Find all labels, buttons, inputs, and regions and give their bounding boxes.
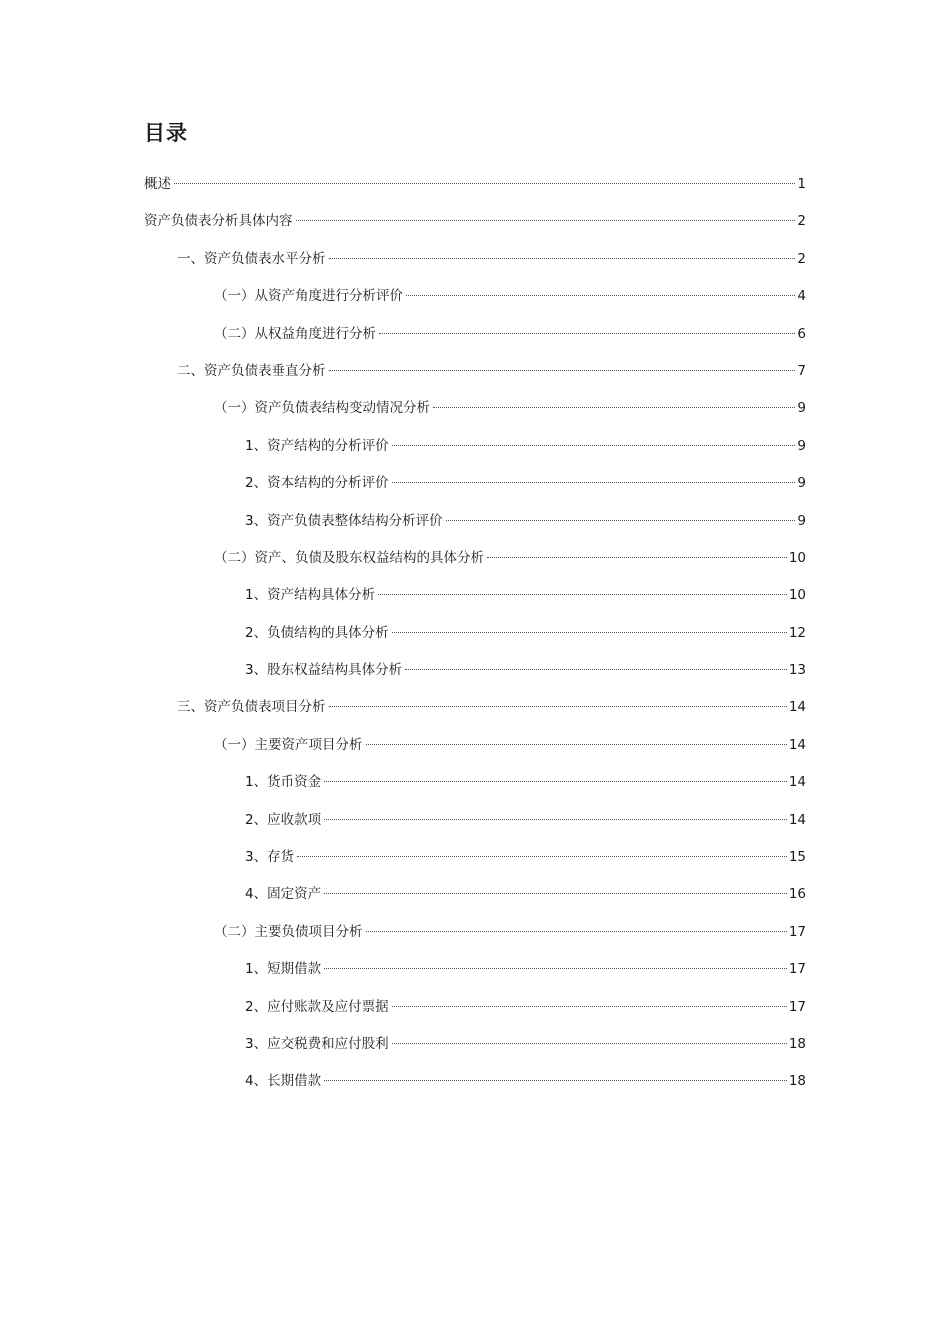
toc-entry[interactable] <box>0 951 950 988</box>
toc-entry-text: 三、资产负债表项目分析 <box>177 699 326 716</box>
toc-entry-text: 2、应付账款及应付票据 <box>245 998 389 1015</box>
toc-entry-page-number: 13 <box>788 662 806 679</box>
dot-leader <box>446 520 796 521</box>
toc-entry[interactable] <box>0 166 950 203</box>
toc-entry[interactable] <box>0 615 950 652</box>
toc-entry[interactable] <box>0 727 950 764</box>
dot-leader <box>296 220 796 221</box>
toc-entry-page-number: 9 <box>797 512 806 529</box>
toc-entry-page-number: 18 <box>788 1035 806 1052</box>
toc-entry-page-number: 2 <box>797 250 806 267</box>
dot-leader <box>174 183 795 184</box>
toc-entry-page-number: 15 <box>788 849 806 866</box>
toc-entry-text: 1、货币资金 <box>245 774 322 791</box>
toc-entry[interactable] <box>0 989 950 1026</box>
dot-leader <box>329 370 796 371</box>
toc-entry-page-number: 12 <box>788 624 806 641</box>
toc-entry[interactable] <box>0 390 950 427</box>
dot-leader <box>433 407 795 408</box>
toc-entry-page-number: 10 <box>788 549 806 566</box>
toc-entry-text: 3、资产负债表整体结构分析评价 <box>245 512 443 529</box>
toc-entry[interactable] <box>0 278 950 315</box>
dot-leader <box>392 1043 787 1044</box>
toc-entry[interactable] <box>0 1026 950 1063</box>
toc-entry[interactable] <box>0 428 950 465</box>
toc-entry-text: 4、长期借款 <box>245 1073 322 1090</box>
toc-entry-page-number: 16 <box>788 886 806 903</box>
toc-entry-page-number: 2 <box>797 213 806 230</box>
toc-entry[interactable] <box>0 839 950 876</box>
toc-entry-page-number: 18 <box>788 1073 806 1090</box>
dot-leader <box>405 669 787 670</box>
toc-entry-text: 1、资产结构的分析评价 <box>245 437 389 454</box>
toc-entry-text: 2、应收款项 <box>245 811 322 828</box>
toc-entry[interactable] <box>0 465 950 502</box>
toc-entry[interactable] <box>0 764 950 801</box>
toc-entry-text: 一、资产负债表水平分析 <box>177 250 326 267</box>
toc-entry-text: （二）从权益角度进行分析 <box>214 325 376 342</box>
dot-leader <box>392 445 796 446</box>
toc-entry-page-number: 4 <box>797 288 806 305</box>
toc-entry[interactable] <box>0 577 950 614</box>
toc-entry-text: （一）主要资产项目分析 <box>214 736 363 753</box>
toc-entry[interactable] <box>0 540 950 577</box>
toc-entry-page-number: 9 <box>797 400 806 417</box>
dot-leader <box>392 482 796 483</box>
toc-entry-text: 二、资产负债表垂直分析 <box>177 362 326 379</box>
toc-entry-text: 3、存货 <box>245 849 295 866</box>
toc-entry[interactable] <box>0 241 950 278</box>
toc-entry[interactable] <box>0 503 950 540</box>
toc-entry-text: 概述 <box>144 176 171 192</box>
dot-leader <box>379 333 795 334</box>
toc-entry[interactable] <box>0 802 950 839</box>
dot-leader <box>392 632 787 633</box>
dot-leader <box>324 893 787 894</box>
dot-leader <box>366 931 787 932</box>
dot-leader <box>392 1006 787 1007</box>
toc-entry[interactable] <box>0 1063 950 1100</box>
toc-entry-text: 3、应交税费和应付股利 <box>245 1035 389 1052</box>
toc-entry-text: （二）主要负债项目分析 <box>214 923 363 940</box>
dot-leader <box>487 557 787 558</box>
toc-entry-page-number: 1 <box>797 176 806 192</box>
toc-entry-page-number: 14 <box>788 811 806 828</box>
toc-entry[interactable] <box>0 914 950 951</box>
dot-leader <box>378 594 787 595</box>
toc-entry-text: 1、短期借款 <box>245 961 322 978</box>
toc-entry-page-number: 14 <box>788 699 806 716</box>
toc-entry[interactable] <box>0 203 950 240</box>
toc-entry-text: 1、资产结构具体分析 <box>245 587 376 604</box>
toc-entry[interactable] <box>0 353 950 390</box>
toc-entry-text: （一）从资产角度进行分析评价 <box>214 288 403 305</box>
dot-leader <box>329 258 796 259</box>
dot-leader <box>324 968 787 969</box>
toc-entry-text: （一）资产负债表结构变动情况分析 <box>214 400 430 417</box>
toc-entry-page-number: 10 <box>788 587 806 604</box>
toc-title: 目录 <box>144 121 188 145</box>
toc-entry-text: 2、负债结构的具体分析 <box>245 624 389 641</box>
toc-entry[interactable] <box>0 652 950 689</box>
toc-entry-page-number: 9 <box>797 437 806 454</box>
toc-entry[interactable] <box>0 689 950 726</box>
toc-entry-page-number: 6 <box>797 325 806 342</box>
dot-leader <box>329 706 787 707</box>
toc-entry-page-number: 17 <box>788 961 806 978</box>
toc-entry-text: 2、资本结构的分析评价 <box>245 475 389 492</box>
toc-entry-text: 3、股东权益结构具体分析 <box>245 662 403 679</box>
toc-entry-page-number: 14 <box>788 774 806 791</box>
dot-leader <box>366 744 787 745</box>
toc-entry-page-number: 17 <box>788 998 806 1015</box>
toc-entry-page-number: 14 <box>788 736 806 753</box>
toc-entry-page-number: 17 <box>788 923 806 940</box>
dot-leader <box>406 295 795 296</box>
toc-entry[interactable] <box>0 876 950 913</box>
dot-leader <box>324 781 787 782</box>
toc-entry-page-number: 7 <box>797 362 806 379</box>
toc-entry-text: 资产负债表分析具体内容 <box>144 213 293 230</box>
toc-entry-text: （二）资产、负债及股东权益结构的具体分析 <box>214 549 484 566</box>
toc-list <box>0 166 950 1101</box>
toc-entry-page-number: 9 <box>797 475 806 492</box>
toc-entry-text: 4、固定资产 <box>245 886 322 903</box>
toc-entry[interactable] <box>0 316 950 353</box>
dot-leader <box>324 819 787 820</box>
dot-leader <box>297 856 787 857</box>
dot-leader <box>324 1080 787 1081</box>
